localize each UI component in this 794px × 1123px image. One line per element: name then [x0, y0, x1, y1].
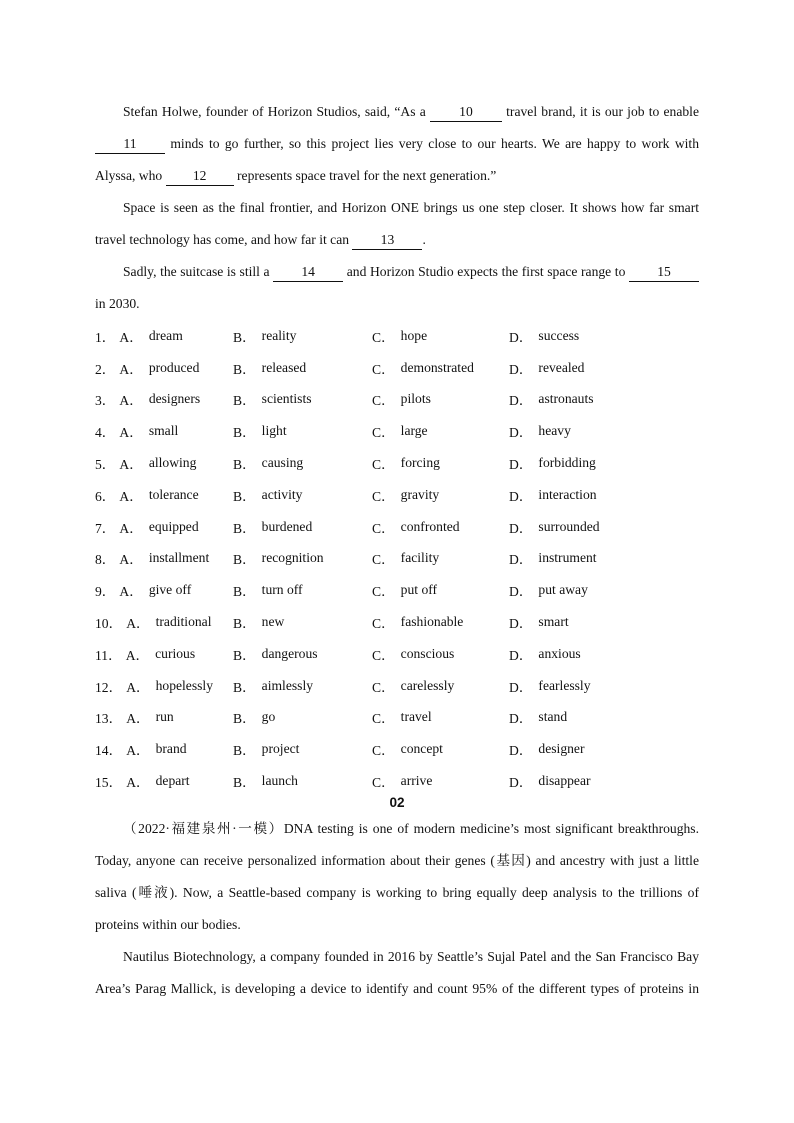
option-b[interactable] [233, 326, 372, 346]
option-letter: D． [509, 520, 533, 536]
option-d[interactable] [509, 580, 699, 600]
passage-text: represents space travel for the next generation.” [237, 168, 497, 183]
passage1-paragraph-3 [95, 256, 699, 320]
option-letter: D． [509, 711, 533, 727]
option-text: scientists [261, 391, 312, 407]
option-letter: A． [119, 584, 143, 600]
option-letter: D． [509, 457, 533, 473]
option-text: instrument [538, 550, 597, 566]
passage-text: in 2030. [95, 296, 140, 311]
question-number: 6． [95, 488, 116, 504]
option-text: hopelessly [155, 677, 213, 693]
option-text: dangerous [261, 645, 318, 661]
option-a[interactable] [95, 517, 233, 537]
option-d[interactable] [509, 771, 699, 791]
option-text: launch [261, 773, 298, 789]
blank-11: 11 [95, 135, 165, 154]
option-row [95, 320, 699, 352]
passage-text: Stefan Holwe, founder of Horizon Studios, said, “As a [123, 104, 426, 119]
option-letter: C． [372, 647, 395, 663]
option-row [95, 543, 699, 575]
option-b[interactable] [233, 421, 372, 441]
option-letter: A． [126, 743, 150, 759]
option-letter: B． [233, 520, 256, 536]
option-letter: A． [119, 488, 143, 504]
option-letter: C． [372, 552, 395, 568]
option-text: stand [538, 709, 568, 725]
option-letter: A． [125, 647, 150, 663]
option-text: installment [148, 550, 210, 566]
option-letter: D． [509, 679, 533, 695]
option-letter: B． [233, 361, 256, 377]
blank-15: 15 [629, 263, 699, 282]
option-text: forbidding [538, 455, 596, 471]
passage-text: Space is seen as the final frontier, and Horizon ONE brings us one step closer. It shows how far smart travel technology has come, and how far it can [95, 200, 699, 247]
option-text: go [261, 709, 276, 725]
question-number: 4． [95, 425, 116, 441]
option-letter: D． [509, 584, 533, 600]
option-letter: B． [233, 552, 256, 568]
option-b[interactable] [233, 580, 372, 600]
question-number: 9． [95, 584, 116, 600]
option-letter: B． [233, 393, 256, 409]
option-d[interactable] [509, 644, 699, 664]
question-number: 10． [95, 616, 123, 632]
option-text: put away [538, 582, 588, 598]
option-text: disappear [538, 773, 591, 789]
option-letter: D． [509, 647, 533, 663]
option-a[interactable] [95, 421, 233, 441]
option-b[interactable] [233, 517, 372, 537]
option-letter: D． [509, 775, 533, 791]
option-text: smart [538, 614, 569, 630]
option-row [95, 606, 699, 638]
option-letter: A． [126, 616, 150, 632]
option-b[interactable] [233, 389, 372, 409]
option-letter: D． [509, 361, 533, 377]
option-b[interactable] [233, 771, 372, 791]
option-text: run [155, 709, 174, 725]
option-letter: C． [372, 520, 395, 536]
option-text: light [261, 423, 287, 439]
passage-text: Sadly, the suitcase is still a [123, 264, 270, 279]
option-letter: B． [233, 488, 256, 504]
option-letter: D． [509, 616, 533, 632]
option-d[interactable] [509, 358, 699, 378]
option-c[interactable] [372, 517, 509, 537]
option-letter: B． [233, 329, 256, 345]
option-text: give off [148, 582, 192, 598]
option-letter: D． [509, 552, 533, 568]
option-a[interactable] [95, 485, 233, 505]
passage-text: and Horizon Studio expects the first space range to [346, 264, 626, 279]
blank-12: 12 [166, 167, 234, 186]
option-letter: A． [119, 552, 143, 568]
document-page [95, 96, 699, 1005]
option-text: new [261, 614, 285, 630]
question-number: 14． [95, 743, 123, 759]
option-letter: C． [372, 488, 395, 504]
option-text: facility [400, 550, 440, 566]
option-text: carelessly [400, 677, 455, 693]
option-d[interactable] [509, 485, 699, 505]
option-letter: B． [233, 711, 256, 727]
option-text: put off [400, 582, 438, 598]
option-text: aimlessly [261, 677, 314, 693]
option-c[interactable] [372, 358, 509, 378]
option-text: released [261, 359, 307, 375]
option-text: turn off [261, 582, 303, 598]
option-text: gravity [400, 486, 440, 502]
option-text: activity [261, 486, 303, 502]
option-row [95, 415, 699, 447]
option-b[interactable] [233, 676, 372, 696]
option-d[interactable] [509, 612, 699, 632]
option-c[interactable] [372, 739, 509, 759]
option-text: large [400, 423, 428, 439]
option-c[interactable] [372, 548, 509, 568]
option-b[interactable] [233, 358, 372, 378]
option-c[interactable] [372, 389, 509, 409]
option-a[interactable] [95, 644, 233, 664]
option-text: interaction [538, 486, 597, 502]
option-letter: B． [233, 425, 256, 441]
option-b[interactable] [233, 707, 372, 727]
blank-14: 14 [273, 263, 343, 282]
option-b[interactable] [233, 612, 372, 632]
option-text: small [148, 423, 179, 439]
question-number: 3． [95, 393, 116, 409]
option-d[interactable] [509, 453, 699, 473]
option-c[interactable] [372, 421, 509, 441]
passage-text: DNA testing is one of modern medicine’s most significant breakthroughs. Today, anyone can receive personalized information about their genes (基因) and ancestry with just a little saliva (唾液). Now, a Seattle-based company is working to bring equally deep analysis to the trillions of proteins within our bodies. [95, 820, 699, 932]
option-text: astronauts [538, 391, 594, 407]
option-b[interactable] [233, 644, 372, 664]
option-letter: C． [372, 361, 395, 377]
passage1-paragraph-1 [95, 96, 699, 192]
option-c[interactable] [372, 707, 509, 727]
option-c[interactable] [372, 326, 509, 346]
option-a[interactable] [95, 358, 233, 378]
option-d[interactable] [509, 389, 699, 409]
option-text: recognition [261, 550, 324, 566]
option-text: hope [400, 327, 428, 343]
passage-text: travel brand, it is our job to enable [506, 104, 699, 119]
option-a[interactable] [95, 548, 233, 568]
option-row [95, 352, 699, 384]
option-a[interactable] [95, 739, 233, 759]
option-text: curious [155, 645, 196, 661]
option-d[interactable] [509, 707, 699, 727]
option-text: travel [400, 709, 432, 725]
option-text: conscious [400, 645, 455, 661]
question-number: 7． [95, 520, 116, 536]
option-a[interactable] [95, 580, 233, 600]
option-text: brand [155, 741, 187, 757]
option-text: confronted [400, 518, 460, 534]
option-letter: B． [233, 584, 256, 600]
option-row [95, 670, 699, 702]
option-letter: C． [372, 679, 395, 695]
option-row [95, 702, 699, 734]
option-text: demonstrated [400, 359, 474, 375]
option-a[interactable] [95, 771, 233, 791]
source-label: （2022·福建泉州·一模） [123, 820, 284, 836]
option-c[interactable] [372, 612, 509, 632]
question-number: 12． [95, 679, 123, 695]
passage-text: minds to go further, so this project lies very close to our hearts. We are happy to work with Alyssa, who [95, 136, 699, 183]
option-row [95, 511, 699, 543]
option-c[interactable] [372, 485, 509, 505]
option-c[interactable] [372, 676, 509, 696]
option-text: depart [155, 773, 190, 789]
option-c[interactable] [372, 644, 509, 664]
option-letter: A． [119, 329, 143, 345]
option-text: revealed [538, 359, 585, 375]
option-text: fashionable [400, 614, 464, 630]
passage2-paragraph-2: Nautilus Biotechnology, a company founded in 2016 by Seattle’s Sujal Patel and the San Francisco Bay Area’s Parag Mallick, is developing a device to identify and count 95% of the different types of proteins in [95, 948, 699, 996]
option-c[interactable] [372, 580, 509, 600]
option-a[interactable] [95, 676, 233, 696]
question-number: 11． [95, 647, 122, 663]
option-row [95, 479, 699, 511]
option-text: concept [400, 741, 443, 757]
option-text: burdened [261, 518, 313, 534]
blank-13: 13 [352, 231, 422, 250]
option-letter: C． [372, 775, 395, 791]
option-letter: A． [126, 775, 150, 791]
question-number: 13． [95, 711, 123, 727]
option-text: equipped [148, 518, 199, 534]
option-text: fearlessly [538, 677, 591, 693]
option-text: tolerance [148, 486, 199, 502]
option-text: designers [148, 391, 201, 407]
option-letter: C． [372, 329, 395, 345]
question-number: 5． [95, 457, 116, 473]
option-letter: D． [509, 329, 533, 345]
option-d[interactable] [509, 517, 699, 537]
blank-10: 10 [430, 103, 502, 122]
option-letter: D． [509, 393, 533, 409]
option-text: surrounded [538, 518, 600, 534]
question-number: 1． [95, 329, 116, 345]
option-text: arrive [400, 773, 433, 789]
option-b[interactable] [233, 485, 372, 505]
option-letter: D． [509, 488, 533, 504]
option-b[interactable] [233, 548, 372, 568]
option-a[interactable] [95, 707, 233, 727]
option-letter: A． [119, 457, 143, 473]
option-letter: B． [233, 743, 256, 759]
option-a[interactable] [95, 389, 233, 409]
option-text: forcing [400, 455, 440, 471]
option-row [95, 447, 699, 479]
option-letter: D． [509, 425, 533, 441]
option-text: pilots [400, 391, 431, 407]
option-text: causing [261, 455, 304, 471]
option-text: success [538, 327, 580, 343]
option-row [95, 574, 699, 606]
option-row [95, 638, 699, 670]
passage-text: . [422, 232, 426, 247]
option-letter: C． [372, 711, 395, 727]
option-a[interactable] [95, 612, 233, 632]
option-text: dream [148, 327, 183, 343]
option-text: allowing [148, 455, 197, 471]
option-letter: C． [372, 457, 395, 473]
option-a[interactable] [95, 453, 233, 473]
question-number: 15． [95, 775, 123, 791]
option-text: heavy [538, 423, 571, 439]
option-a[interactable] [95, 326, 233, 346]
option-letter: B． [233, 457, 256, 473]
option-b[interactable] [233, 453, 372, 473]
option-d[interactable] [509, 421, 699, 441]
option-b[interactable] [233, 739, 372, 759]
option-letter: C． [372, 425, 395, 441]
option-text: traditional [155, 614, 212, 630]
option-row [95, 384, 699, 416]
option-text: designer [538, 741, 585, 757]
option-d[interactable] [509, 326, 699, 346]
option-letter: A． [119, 393, 143, 409]
option-letter: A． [119, 361, 143, 377]
option-letter: C． [372, 743, 395, 759]
option-text: reality [261, 327, 297, 343]
passage2-paragraph-1 [95, 813, 699, 941]
option-letter: B． [233, 679, 256, 695]
option-letter: D． [509, 743, 533, 759]
question-number: 2． [95, 361, 116, 377]
passage1-paragraph-2 [95, 192, 699, 256]
option-text: project [261, 741, 300, 757]
option-letter: A． [119, 425, 143, 441]
option-letter: A． [119, 520, 143, 536]
option-letter: B． [233, 616, 256, 632]
option-d[interactable] [509, 739, 699, 759]
option-letter: C． [372, 616, 395, 632]
option-d[interactable] [509, 548, 699, 568]
option-c[interactable] [372, 453, 509, 473]
section-number: 02 [389, 794, 405, 810]
option-letter: B． [233, 647, 256, 663]
option-letter: C． [372, 584, 395, 600]
question-number: 8． [95, 552, 116, 568]
options-list [95, 320, 699, 797]
option-letter: C． [372, 393, 395, 409]
option-text: produced [148, 359, 200, 375]
option-row [95, 733, 699, 765]
option-letter: B． [233, 775, 256, 791]
option-letter: A． [126, 679, 150, 695]
option-letter: A． [126, 711, 150, 727]
option-d[interactable] [509, 676, 699, 696]
option-text: anxious [538, 645, 581, 661]
option-c[interactable] [372, 771, 509, 791]
